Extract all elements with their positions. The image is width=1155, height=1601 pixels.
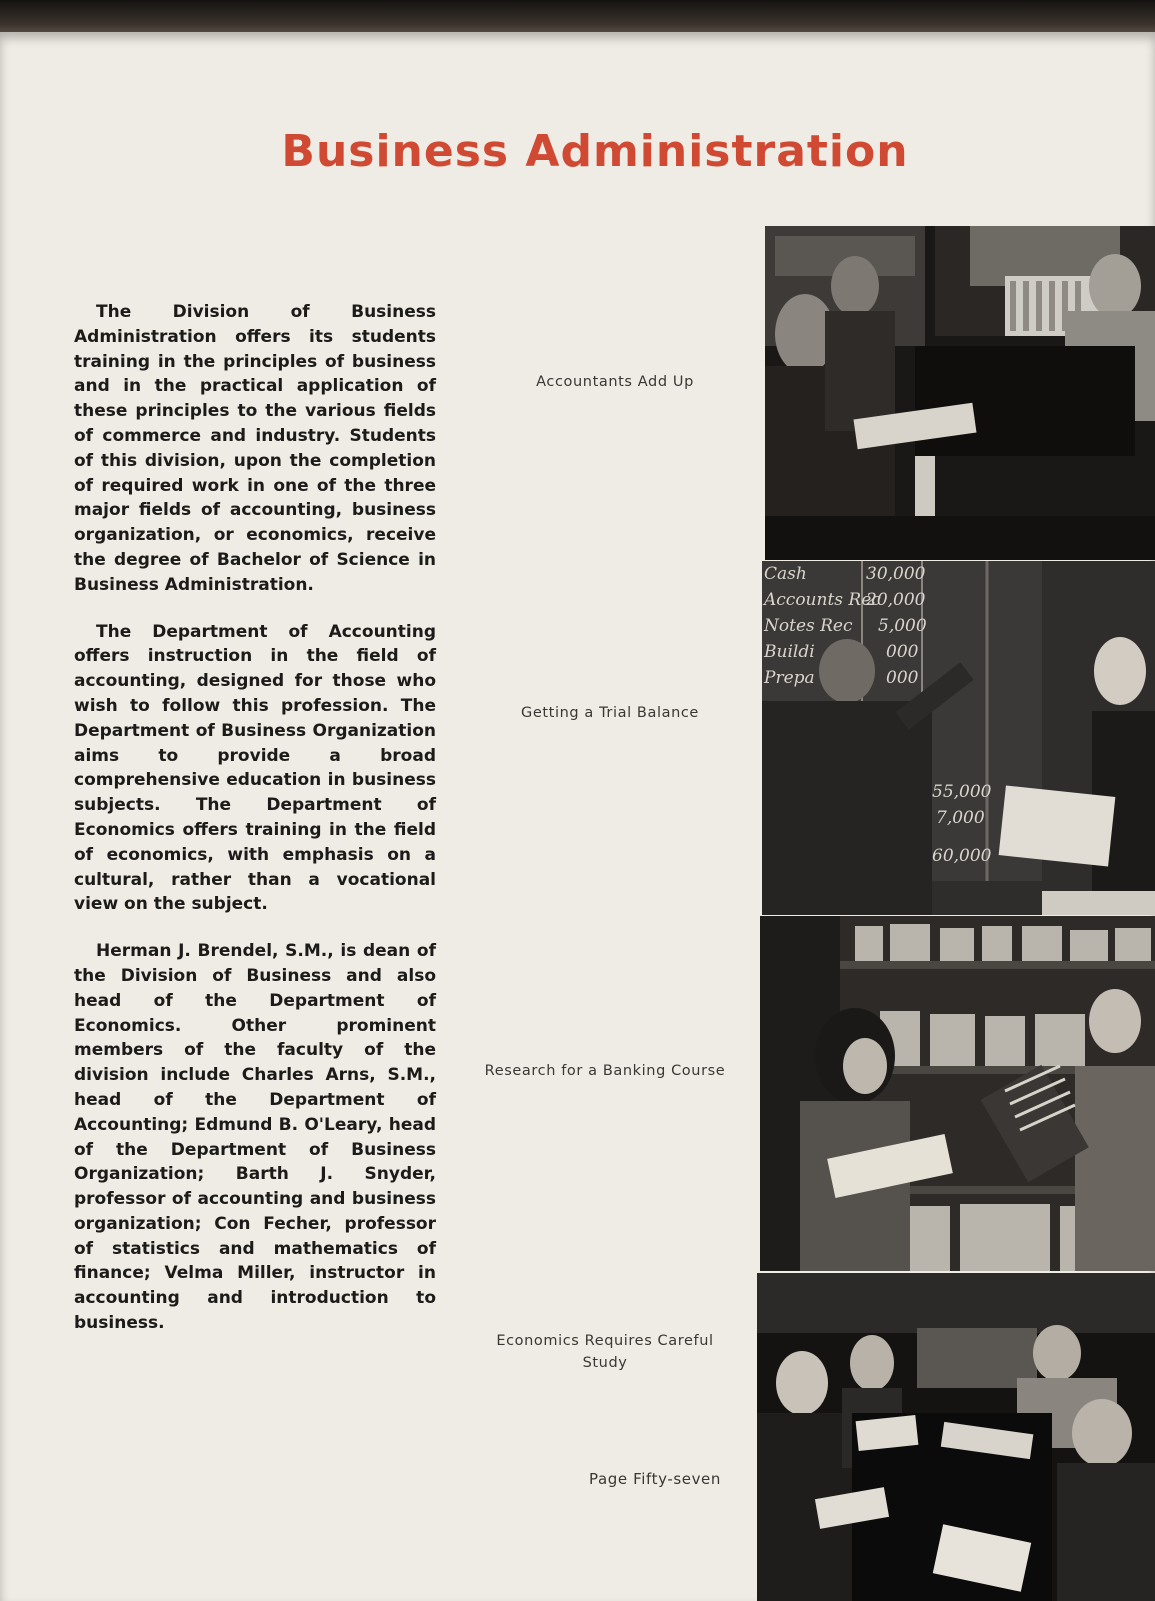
body-text [74,300,436,1358]
chalk-value-9: 60,000 [932,846,992,866]
photo-trial-balance [762,561,1155,915]
page-number: Page Fifty-seven [589,1470,721,1488]
chalk-value-7: 55,000 [932,782,992,802]
paragraph-faculty: Herman J. Brendel, S.M., is dean of the Division of Business and also head of the Department of Economics. Other prominent members of the faculty of the division include Charles Arns, S.M., head of the Department of Accounting; Edmund B. O'Leary, head of the Department of Business Organization; Barth J. Snyder, professor of accounting and business organization; Con Fecher, professor of statistics and mathematics of finance; Velma Miller, instructor in accounting and introduction to business. [74,941,436,1334]
paragraph-division: The Division of Business Administration offers its students training in the principles of business and in the practical application of these principles to the various fields of commerce and industry. Students of this division, upon the completion of required work in one of the three major fields of accounting, business organization, or economics, receive the degree of Bachelor of Science in Business Administration. [74,302,436,595]
chalk-value-1: 30,000 [866,564,926,584]
page-title: Business Administration [281,126,909,177]
chalk-value-5: 000 [886,668,919,688]
chalk-value-4: 000 [886,642,919,662]
caption-trial-balance: Getting a Trial Balance [521,705,699,721]
chalk-value-3: 5,000 [878,616,927,636]
yearbook-page [0,32,1155,1601]
chalk-prepaid: Prepa [764,668,815,688]
caption-economics: Economics Requires Careful Study [496,1333,714,1371]
paragraph-departments: The Department of Accounting offers instruction in the field of accounting, designed for those who wish to follow this profession. The Department of Business Organization aims to provide a broad comprehensive education in business subjects. The Department of Economics offers training in the field of economics, with emphasis on a cultural, rather than a vocational view on the subject. [74,621,436,915]
caption-banking: Research for a Banking Course [484,1063,726,1079]
chalk-value-2: 20,000 [866,590,926,610]
chalk-cash: Cash [764,564,807,584]
chalk-buildings: Buildi [764,642,815,662]
chalk-accounts-rec: Accounts Rec [764,590,881,610]
photo-economics [757,1273,1155,1601]
photo-banking [760,916,1155,1271]
photo-accountants [765,226,1155,560]
chalk-value-8: 7,000 [936,808,985,828]
caption-accountants: Accountants Add Up [536,374,694,390]
chalk-notes-rec: Notes Rec [764,616,853,636]
